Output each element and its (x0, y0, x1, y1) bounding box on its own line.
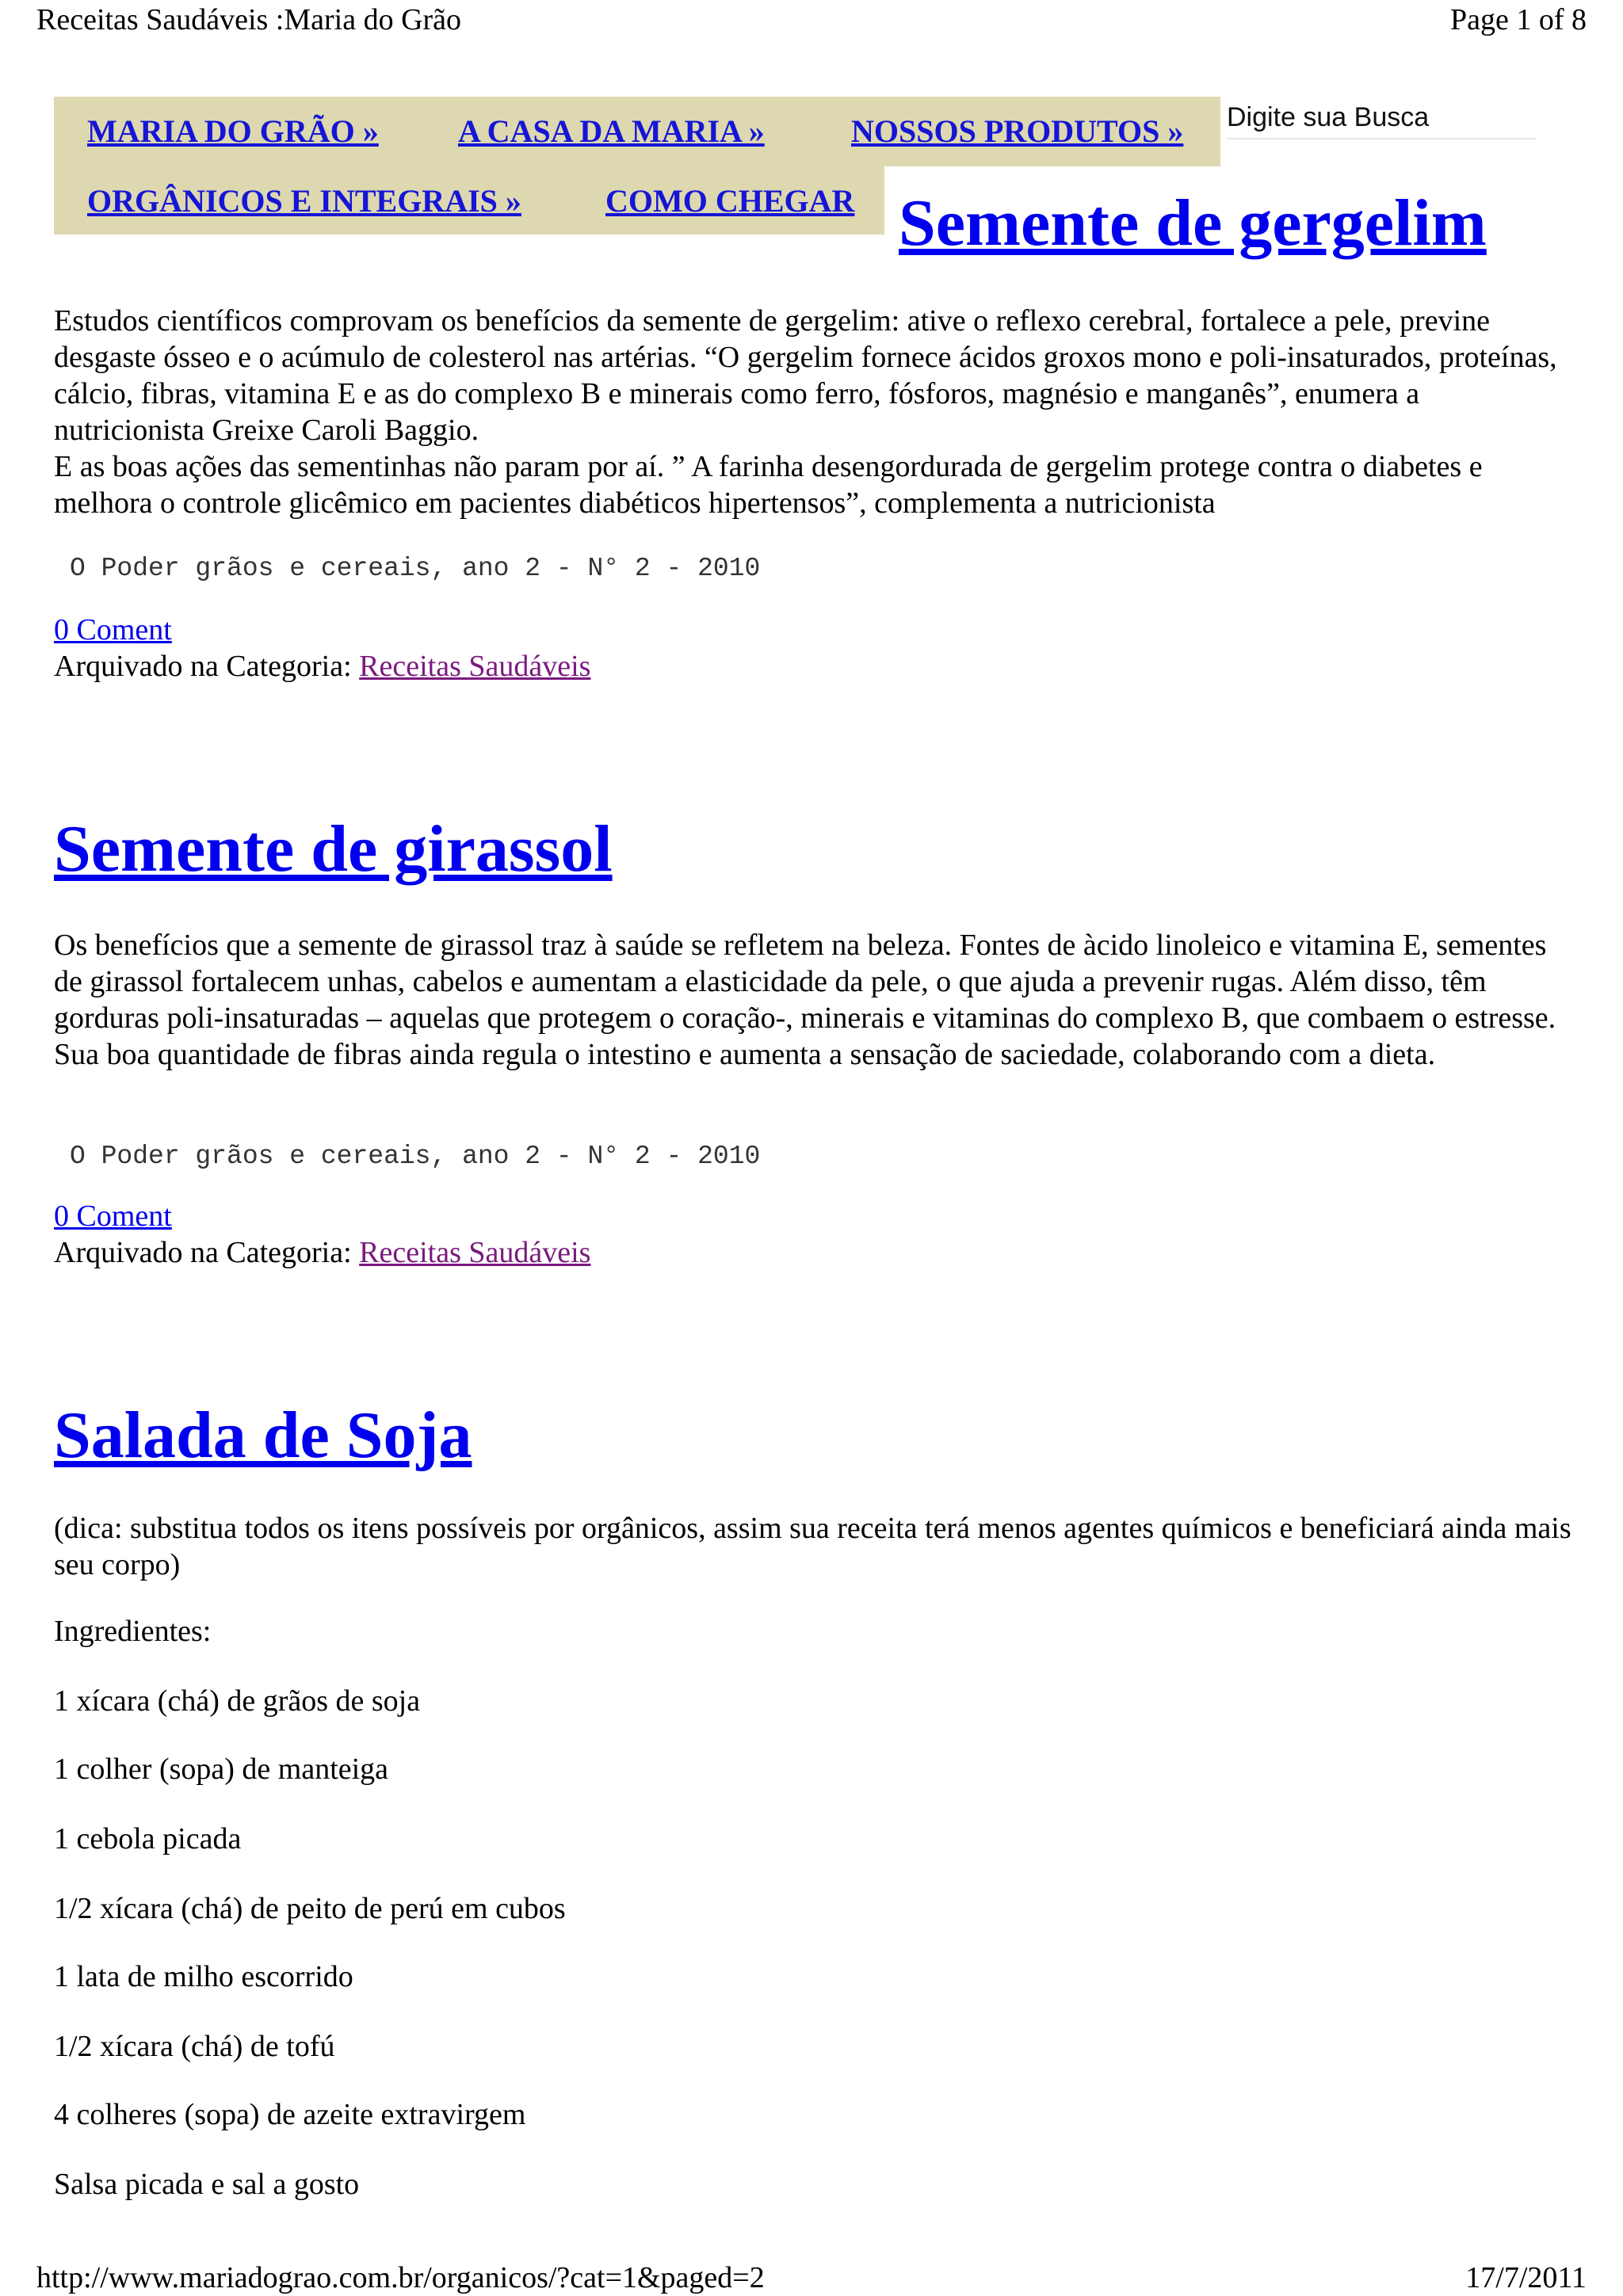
print-footer-url: http://www.mariadograo.com.br/organicos/?cat=1&paged=2 (36, 2261, 765, 2294)
post-category (54, 1234, 590, 1271)
search-underline (1227, 138, 1536, 139)
post-paragraph: Estudos científicos comprovam os benefícios da semente de gergelim: ative o reflexo cerebral, fortalece a pele, previne desgaste ósseo e o acúmulo de colesterol nas artérias. “O gergelim fornece ácidos groxos mono e poli-insaturados, proteínas, cálcio, fibras, vitamina E e as do complexo B e minerais como ferro, fósforos, magnésio e manganês”, enumera a nutricionista Greixe Caroli Baggio. (54, 304, 1557, 447)
ingredient-item: 1 xícara (chá) de grãos de soja (54, 1684, 421, 1718)
post-paragraph: Os benefícios que a semente de girassol traz à saúde se refletem na beleza. Fontes de àcido linoleico e vitamina E, sementes de girassol fortalecem unhas, cabelos e aumentam a elasticidade da pele, o que ajuda a prevenir rugas. Além disso, têm gorduras poli-insaturadas – aquelas que protegem o coração-, minerais e vitaminas do complexo B, que combaem o estresse. Sua boa quantidade de fibras ainda regula o intestino e aumenta a sensação de saciedade, colaborando com a dieta. (54, 929, 1556, 1071)
comments-link[interactable]: 0 Coment (54, 1199, 172, 1233)
recipe-intro: (dica: substitua todos os itens possíveis por orgânicos, assim sua receita terá menos agentes químicos e beneficiará ainda mais seu corpo) (54, 1512, 1571, 1581)
ingredient-item: 1/2 xícara (chá) de peito de perú em cubos (54, 1892, 566, 1925)
post-title-semente-de-gergelim[interactable]: Semente de gergelim (899, 186, 1487, 260)
category-link-receitas-saudaveis[interactable]: Receitas Saudáveis (359, 650, 591, 683)
post-title-salada-de-soja[interactable]: Salada de Soja (54, 1398, 472, 1472)
ingredient-item: 4 colheres (sopa) de azeite extravirgem (54, 2098, 526, 2131)
nav-item-nossos-produtos[interactable]: NOSSOS PRODUTOS » (851, 113, 1184, 149)
nav-item-a-casa-da-maria[interactable]: A CASA DA MARIA » (458, 113, 765, 149)
nav-item-maria-do-grao[interactable]: MARIA DO GRÃO » (87, 113, 379, 149)
nav-item-organicos-e-integrais[interactable]: ORGÂNICOS E INTEGRAIS » (87, 183, 521, 219)
ingredient-item: 1 cebola picada (54, 1822, 242, 1855)
category-prefix: Arquivado na Categoria: (54, 1236, 360, 1269)
category-link-receitas-saudaveis[interactable]: Receitas Saudáveis (359, 1236, 591, 1269)
ingredient-item: 1/2 xícara (chá) de tofú (54, 2030, 335, 2063)
comments-link[interactable]: 0 Coment (54, 613, 172, 646)
ingredient-item: Salsa picada e sal a gosto (54, 2168, 360, 2201)
post-source: O Poder grãos e cereais, ano 2 - N° 2 - 2010 (70, 1142, 761, 1171)
ingredients-label: Ingredientes: (54, 1615, 212, 1648)
nav-item-como-chegar[interactable]: COMO CHEGAR (605, 183, 855, 219)
search-input[interactable]: Digite sua Busca (1227, 102, 1430, 132)
post-category (54, 648, 590, 685)
post-title-semente-de-girassol[interactable]: Semente de girassol (54, 812, 613, 886)
ingredient-item: 1 lata de milho escorrido (54, 1960, 353, 1993)
print-footer-date: 17/7/2011 (1465, 2261, 1587, 2294)
print-header-title: Receitas Saudáveis :Maria do Grão (36, 3, 462, 36)
post-paragraph: E as boas ações das sementinhas não param por aí. ” A farinha desengordurada de gergelim protege contra o diabetes e melhora o controle glicêmico em pacientes diabéticos hipertensos”, complementa a nutricionista (54, 450, 1483, 520)
category-prefix: Arquivado na Categoria: (54, 650, 360, 683)
print-page-number: Page 1 of 8 (1449, 3, 1587, 36)
ingredient-item: 1 colher (sopa) de manteiga (54, 1753, 389, 1786)
post-source: O Poder grãos e cereais, ano 2 - N° 2 - 2010 (70, 554, 761, 583)
